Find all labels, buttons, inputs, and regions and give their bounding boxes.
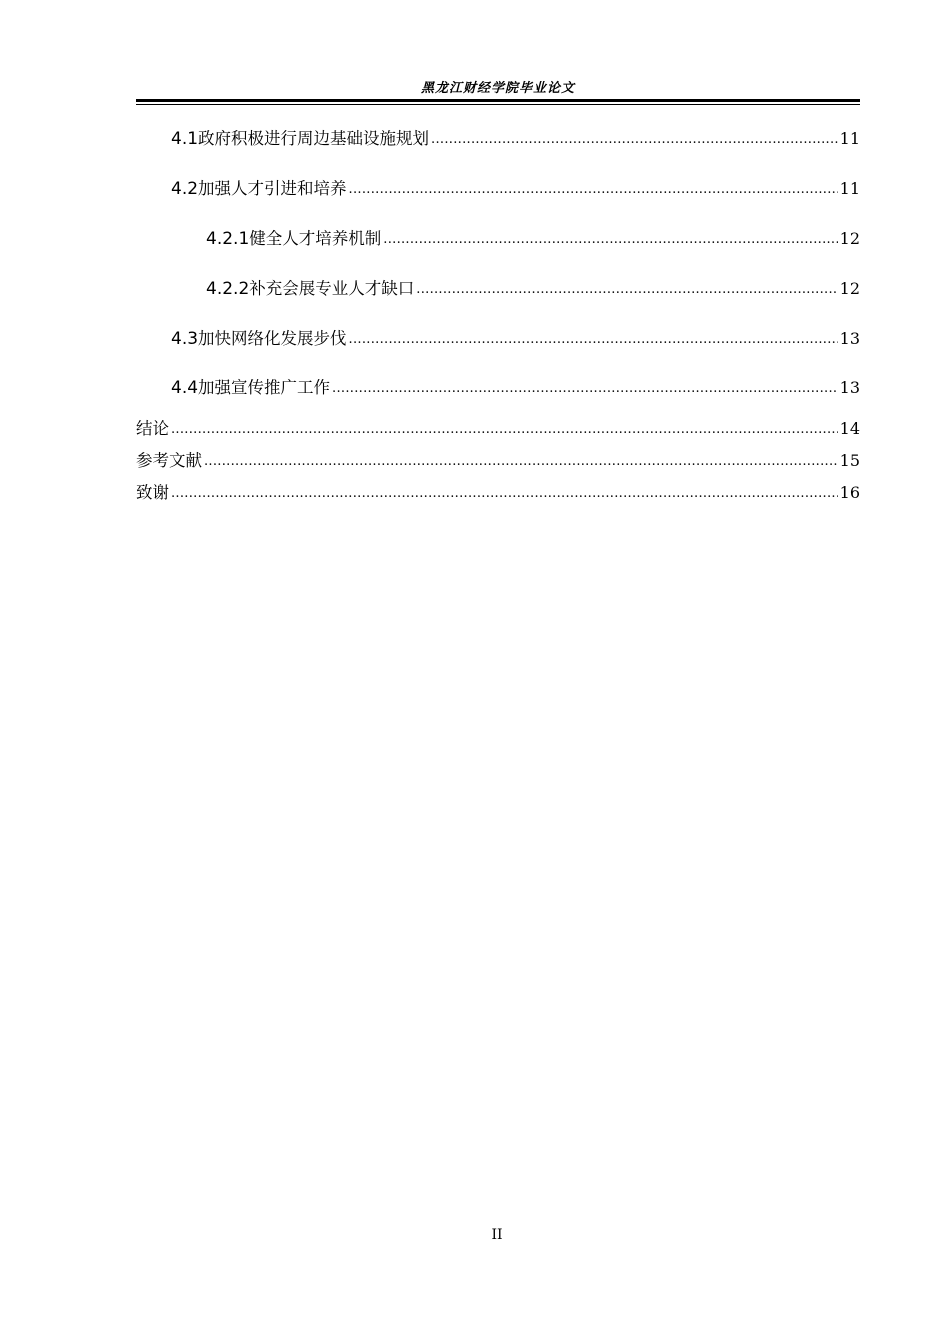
toc-entry-number: 4.4: [171, 378, 199, 398]
toc-entry-acknowledgements[interactable]: [136, 481, 860, 505]
toc-dot-leader: [416, 278, 837, 302]
toc-entry-title: 加强宣传推广工作: [198, 378, 331, 397]
header-rule-thin: [136, 104, 860, 105]
toc-entry-page: 15: [839, 451, 860, 470]
toc-entry-page: 16: [839, 483, 860, 502]
toc-entry-number: 4.2.2: [206, 279, 250, 299]
toc-entry-4-2-1[interactable]: [136, 227, 860, 251]
toc-entry-4-1[interactable]: [136, 127, 860, 151]
toc-entry-title: 健全人才培养机制: [249, 229, 382, 248]
toc-entry-title: 参考文献: [136, 451, 202, 470]
toc-entry-4-2-2[interactable]: [136, 277, 860, 301]
toc-entry-title: 加快网络化发展步伐: [198, 329, 347, 348]
toc-dot-leader: [349, 328, 838, 352]
toc-dot-leader: [383, 228, 837, 252]
toc-dot-leader: [332, 377, 838, 401]
toc-entry-title: 补充会展专业人才缺口: [249, 279, 415, 298]
toc-entry-number: 4.2: [171, 179, 199, 199]
toc-dot-leader: [204, 450, 838, 474]
toc-dot-leader: [349, 178, 838, 202]
toc-entry-4-2[interactable]: [136, 177, 860, 201]
toc-dot-leader: [431, 128, 838, 152]
toc-entry-number: 4.3: [171, 329, 199, 349]
toc-entry-page: 12: [839, 229, 860, 248]
running-header-title: 黑龙江财经学院毕业论文: [420, 81, 575, 96]
page-number: II: [491, 1227, 503, 1243]
toc-entry-page: 13: [839, 329, 860, 348]
toc-entry-title-char: 结: [136, 419, 153, 438]
toc-entry-title: 加强人才引进和培养: [198, 179, 347, 198]
header-rule-thick: [136, 99, 860, 102]
toc-entry-references[interactable]: [136, 449, 860, 473]
toc-entry-title-char: 谢: [152, 483, 169, 502]
toc-entry-page: 11: [839, 179, 860, 198]
toc-entry-number: 4.1: [171, 129, 199, 149]
toc-entry-page: 11: [839, 129, 860, 148]
toc-entry-title-char: 致: [136, 483, 153, 502]
toc-entry-page: 13: [839, 378, 860, 397]
toc-entry-title: 政府积极进行周边基础设施规划: [198, 129, 430, 148]
toc-entry-page: 12: [839, 279, 860, 298]
toc-entry-title: [136, 417, 169, 441]
toc-dot-leader: [171, 482, 838, 506]
toc-entry-title: [136, 481, 169, 505]
toc-entry-4-4[interactable]: [136, 376, 860, 400]
toc-dot-leader: [171, 418, 838, 442]
toc-entry-page: 14: [839, 419, 860, 438]
toc-entry-4-3[interactable]: [136, 327, 860, 351]
toc-entry-number: 4.2.1: [206, 229, 250, 249]
toc-entry-title-char: 论: [152, 419, 169, 438]
toc-entry-conclusion[interactable]: [136, 417, 860, 441]
